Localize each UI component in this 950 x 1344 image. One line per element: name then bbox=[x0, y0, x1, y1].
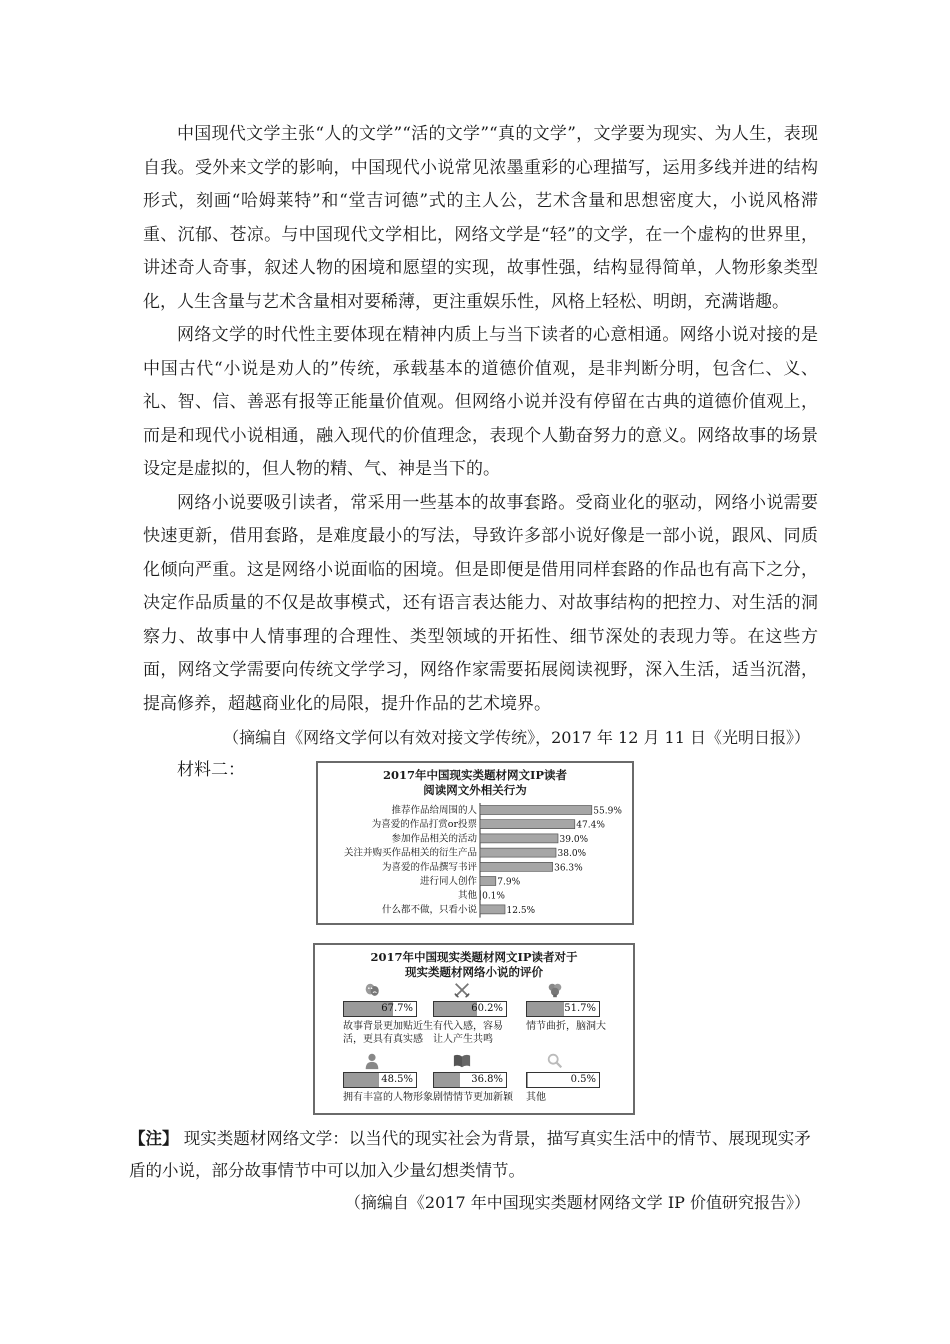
evaluation-item bbox=[433, 981, 535, 1046]
behavior-bar bbox=[480, 905, 505, 914]
behavior-value-label: 47.4% bbox=[576, 820, 605, 831]
evaluation-bar bbox=[343, 1072, 417, 1088]
behavior-value-label: 39.0% bbox=[559, 834, 589, 845]
behavior-category-label: 为喜爱的作品撰写书评 bbox=[381, 861, 477, 873]
evaluation-bar bbox=[526, 1072, 600, 1088]
evaluation-caption-line: 有代入感，容易 bbox=[433, 1021, 503, 1032]
behavior-category-label: 进行同人创作 bbox=[419, 876, 477, 887]
behavior-value-label: 55.9% bbox=[593, 806, 622, 817]
evaluation-caption bbox=[433, 1091, 535, 1104]
article-body bbox=[143, 118, 818, 787]
evaluation-value: 0.5% bbox=[570, 1074, 596, 1085]
behavior-value-label: 36.3% bbox=[554, 863, 583, 874]
evaluation-caption bbox=[526, 1091, 628, 1104]
paragraph-2: 网络文学的时代性主要体现在精神内质上与当下读者的心意相通。网络小说对接的是中国古代“小说是劝人的”传统，承载基本的道德价值观，是非判断分明，包含仁、义、礼、智、信、善恶有报等正能量价值观。但网络小说并没有停留在古典的道德价值观上，而是和现代小说相通，融入现代的价值理念，表现个人勤奋努力的意义。网络故事的场景设定是虚拟的，但人物的精、气、神是当下的。 bbox=[143, 325, 818, 479]
evaluation-item bbox=[433, 1052, 535, 1104]
evaluation-bar bbox=[526, 1001, 600, 1017]
behavior-bar bbox=[480, 806, 592, 815]
behavior-bar bbox=[480, 848, 556, 857]
evaluation-caption-line: 活，更具有真实感 bbox=[343, 1034, 423, 1045]
evaluation-item bbox=[343, 1052, 445, 1104]
evaluation-value: 51.7% bbox=[564, 1003, 596, 1014]
behavior-category-label: 关注并购买作品相关的衍生产品 bbox=[343, 847, 477, 859]
evaluation-item bbox=[526, 981, 628, 1033]
footnote bbox=[129, 1123, 819, 1187]
behavior-value-label: 38.0% bbox=[557, 849, 587, 860]
behavior-value-label: 7.9% bbox=[497, 877, 521, 888]
evaluation-bar bbox=[433, 1001, 507, 1017]
evaluation-caption-line: 情节曲折，脑洞大 bbox=[526, 1021, 606, 1032]
behavior-value-label: 12.5% bbox=[506, 905, 536, 916]
evaluation-caption bbox=[433, 1020, 535, 1046]
evaluation-bar bbox=[433, 1072, 507, 1088]
evaluation-grid bbox=[315, 945, 633, 1113]
evaluation-caption bbox=[343, 1091, 445, 1104]
behavior-chart bbox=[316, 761, 634, 925]
evaluation-bar bbox=[343, 1001, 417, 1017]
behavior-chart-svg bbox=[318, 801, 632, 925]
evaluation-caption-line: 其他 bbox=[526, 1092, 546, 1103]
source-citation-1: （摘编自《网络文学何以有效对接文学传统》，2017 年 12 月 11 日《光明日报》） bbox=[223, 728, 810, 747]
evaluation-caption-line: 拥有丰富的人物形象 bbox=[343, 1092, 433, 1103]
evaluation-caption-line: 剧情情节更加新颖 bbox=[433, 1092, 513, 1103]
evaluation-value: 36.8% bbox=[471, 1074, 503, 1085]
paragraph-1: 中国现代文学主张“人的文学”“活的文学”“真的文学”，文学要为现实、为人生，表现自我。受外来文学的影响，中国现代小说常见浓墨重彩的心理描写，运用多线并进的结构形式，刻画“哈姆莱特”和“堂吉诃德”式的主人公，艺术含量和思想密度大，小说风格滞重、沉郁、苍凉。与中国现代文学相比，网络文学是“轻”的文学，在一个虚构的世界里，讲述奇人奇事，叙述人物的困境和愿望的实现，故事性强，结构显得简单，人物形象类型化，人生含量与艺术含量相对要稀薄，更注重娱乐性，风格上轻松、明朗，充满谐趣。 bbox=[143, 124, 818, 312]
evaluation-value: 67.7% bbox=[381, 1003, 413, 1014]
evaluation-item bbox=[526, 1052, 628, 1104]
person-icon bbox=[363, 1052, 381, 1070]
evaluation-bar-fill bbox=[344, 1073, 379, 1087]
material-two-label: 材料二： bbox=[177, 760, 245, 780]
paragraph-3: 网络小说要吸引读者，常采用一些基本的故事套路。受商业化的驱动，网络小说需要快速更新，借用套路，是难度最小的写法，导致许多部小说好像是一部小说，跟风、同质化倾向严重。这是网络小说面临的困境。但是即便是借用同样套路的作品也有高下之分，决定作品质量的不仅是故事模式，还有语言表达能力、对故事结构的把控力、对生活的洞察力、故事中人情事理的合理性、类型领域的开拓性、细节深处的表现力等。在这些方面，网络文学需要向传统文学学习，网络作家需要拓展阅读视野，深入生活，适当沉潜，提高修养，超越商业化的局限，提升作品的艺术境界。 bbox=[143, 492, 818, 714]
evaluation-value: 60.2% bbox=[471, 1003, 503, 1014]
behavior-bar bbox=[480, 877, 496, 886]
behavior-category-label: 推荐作品给周围的人 bbox=[391, 805, 477, 816]
behavior-category-label: 其他 bbox=[457, 890, 477, 902]
behavior-category-label: 参加作品相关的活动 bbox=[391, 833, 477, 845]
evaluation-caption bbox=[526, 1020, 628, 1033]
evaluation-item bbox=[343, 981, 445, 1046]
magnifier-icon bbox=[546, 1052, 564, 1070]
behavior-bar bbox=[480, 820, 575, 829]
evaluation-value: 48.5% bbox=[381, 1074, 413, 1085]
evaluation-caption-line: 故事背景更加贴近生 bbox=[343, 1021, 433, 1032]
evaluation-chart-title: 2017年中国现实类题材网文IP读者对于 现实类题材网络小说的评价 bbox=[370, 950, 578, 979]
brain-icon bbox=[546, 981, 564, 999]
behavior-value-label: 0.1% bbox=[482, 891, 505, 902]
theater-masks-icon bbox=[363, 981, 381, 999]
behavior-category-label: 为喜爱的作品打赏or投票 bbox=[371, 819, 477, 831]
open-book-icon bbox=[453, 1052, 471, 1070]
evaluation-bar-fill bbox=[527, 1002, 564, 1016]
evaluation-chart bbox=[313, 943, 635, 1115]
behavior-bar bbox=[480, 862, 553, 871]
evaluation-bar-fill bbox=[434, 1073, 460, 1087]
evaluation-caption bbox=[343, 1020, 445, 1046]
evaluation-caption-line: 让人产生共鸣 bbox=[433, 1034, 493, 1045]
behavior-bar bbox=[480, 834, 558, 843]
footnote-text: 现实类题材网络文学：以当代的现实社会为背景，描写真实生活中的情节、展现现实矛盾的小说，部分故事情节中可以加入少量幻想类情节。 bbox=[129, 1129, 811, 1180]
behavior-chart-title: 2017年中国现实类题材网文IP读者 阅读网文外相关行为 bbox=[382, 768, 568, 797]
behavior-bar bbox=[480, 891, 481, 900]
footnote-tag: 【注】 bbox=[129, 1129, 179, 1148]
behavior-category-label: 什么都不做，只看小说 bbox=[381, 904, 477, 916]
source-citation-2: （摘编自《2017 年中国现实类题材网络文学 IP 价值研究报告》） bbox=[344, 1193, 810, 1212]
crossed-swords-icon bbox=[453, 981, 471, 999]
